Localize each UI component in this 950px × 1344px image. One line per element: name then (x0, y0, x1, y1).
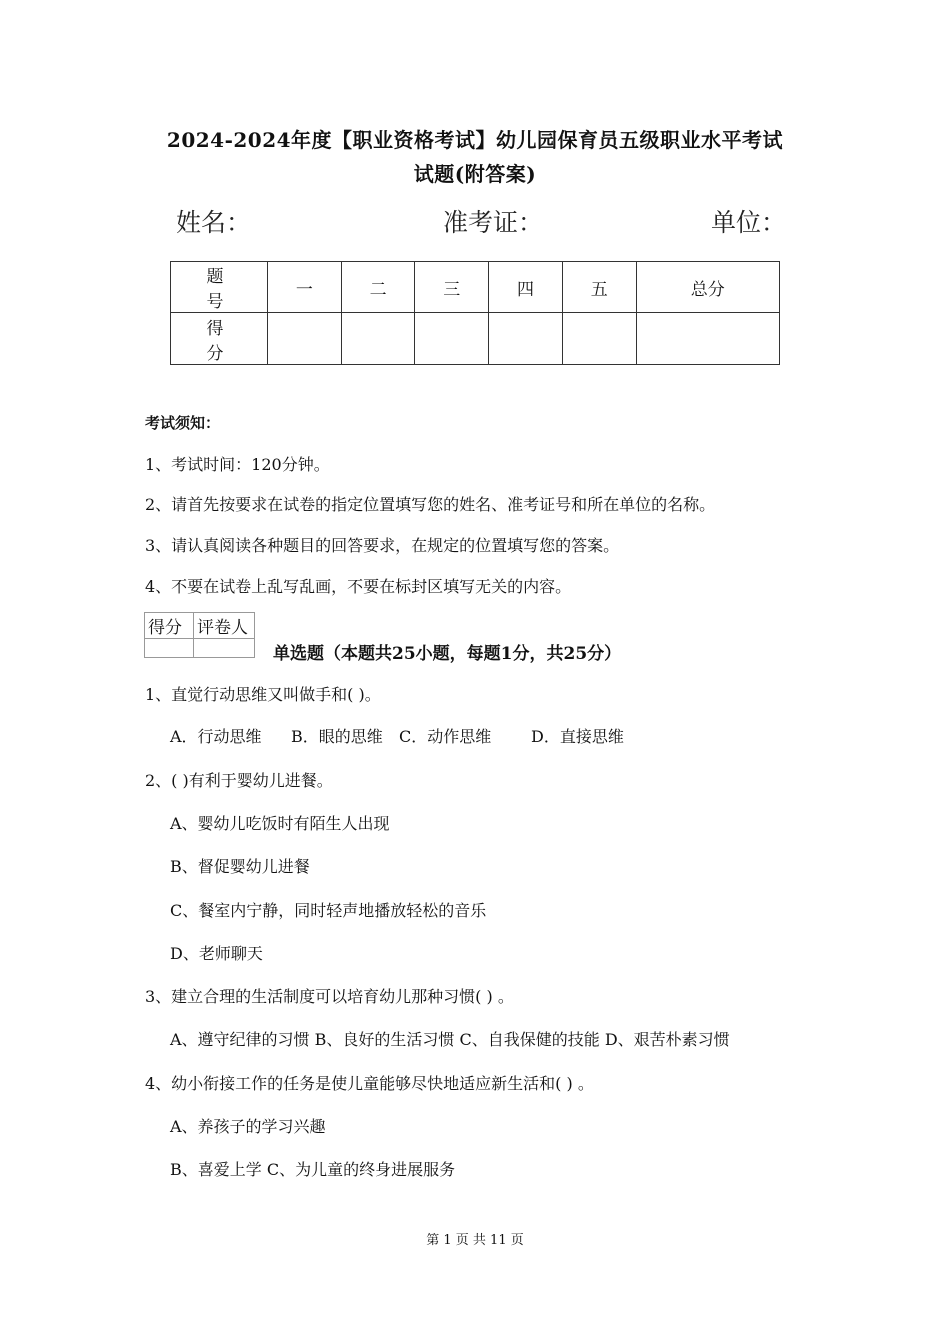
notice-item: 1、考试时间：120分钟。 (145, 455, 330, 474)
score-header-1: 一 (268, 262, 342, 313)
score-row-label: 得 分 (171, 313, 268, 365)
score-cell-3[interactable] (415, 313, 489, 365)
score-cell-5[interactable] (562, 313, 636, 365)
notice-title: 考试须知： (145, 414, 221, 432)
ticket-label: 准考证： (443, 208, 544, 237)
notice-item: 2、请首先按要求在试卷的指定位置填写您的姓名、准考证号和所在单位的名称。 (145, 495, 716, 514)
score-table-score-row (171, 313, 780, 365)
section-title: 单选题（本题共25小题，每题1分，共25分） (273, 644, 622, 664)
notice-item: 3、请认真阅读各种题目的回答要求，在规定的位置填写您的答案。 (145, 536, 620, 555)
score-header-4: 四 (489, 262, 563, 313)
page-footer: 第 1 页 共 11 页 (426, 1233, 524, 1248)
notice-item: 4、不要在试卷上乱写乱画，不要在标封区填写无关的内容。 (145, 577, 572, 596)
option-a[interactable]: A．行动思维 (170, 727, 262, 746)
grader-box-header (145, 613, 255, 639)
score-table-header-row (171, 262, 780, 313)
score-header-question-no: 题 号 (171, 262, 268, 313)
option-d[interactable]: D．直接思维 (531, 727, 624, 746)
grader-box-fill-row (145, 639, 255, 658)
page-subtitle: 试题(附答案) (413, 162, 537, 186)
page-title: 2024-2024年度【职业资格考试】幼儿园保育员五级职业水平考试 (166, 128, 784, 152)
score-header-3: 三 (415, 262, 489, 313)
grader-score-cell[interactable] (145, 639, 194, 658)
option-b[interactable]: B、督促婴幼儿进餐 (170, 857, 310, 876)
option-d[interactable]: D、老师聊天 (170, 944, 263, 963)
question-options (170, 724, 624, 747)
question-options-line[interactable]: A、遵守纪律的习惯 B、良好的生活习惯 C、自我保健的技能 D、艰苦朴素习惯 (170, 1030, 730, 1049)
score-table (170, 261, 780, 365)
option-c[interactable]: C．动作思维 (399, 727, 492, 746)
score-header-5: 五 (562, 262, 636, 313)
option-c[interactable]: C、餐室内宁静，同时轻声地播放轻松的音乐 (170, 901, 487, 920)
grader-reviewer-cell[interactable] (194, 639, 255, 658)
score-cell-total[interactable] (636, 313, 779, 365)
score-cell-4[interactable] (489, 313, 563, 365)
question-stem: 2、( )有利于婴幼儿进餐。 (145, 771, 333, 790)
score-header-total: 总分 (636, 262, 779, 313)
name-label: 姓名： (176, 208, 252, 237)
unit-label: 单位： (711, 208, 787, 237)
score-cell-2[interactable] (341, 313, 415, 365)
grader-score-label: 得分 (145, 613, 194, 639)
question-stem: 3、建立合理的生活制度可以培育幼儿那种习惯( ) 。 (145, 987, 514, 1006)
score-cell-1[interactable] (268, 313, 342, 365)
option-b-c[interactable]: B、喜爱上学 C、为儿童的终身进展服务 (170, 1160, 456, 1179)
option-a[interactable]: A、婴幼儿吃饭时有陌生人出现 (170, 814, 390, 833)
score-header-2: 二 (341, 262, 415, 313)
question-stem: 4、幼小衔接工作的任务是使儿童能够尽快地适应新生活和( ) 。 (145, 1074, 594, 1093)
option-b[interactable]: B．眼的思维 (291, 727, 383, 746)
grader-reviewer-label: 评卷人 (194, 613, 255, 639)
option-a[interactable]: A、养孩子的学习兴趣 (170, 1117, 326, 1136)
grader-box (144, 612, 255, 658)
question-stem: 1、直觉行动思维又叫做手和( )。 (145, 685, 381, 704)
